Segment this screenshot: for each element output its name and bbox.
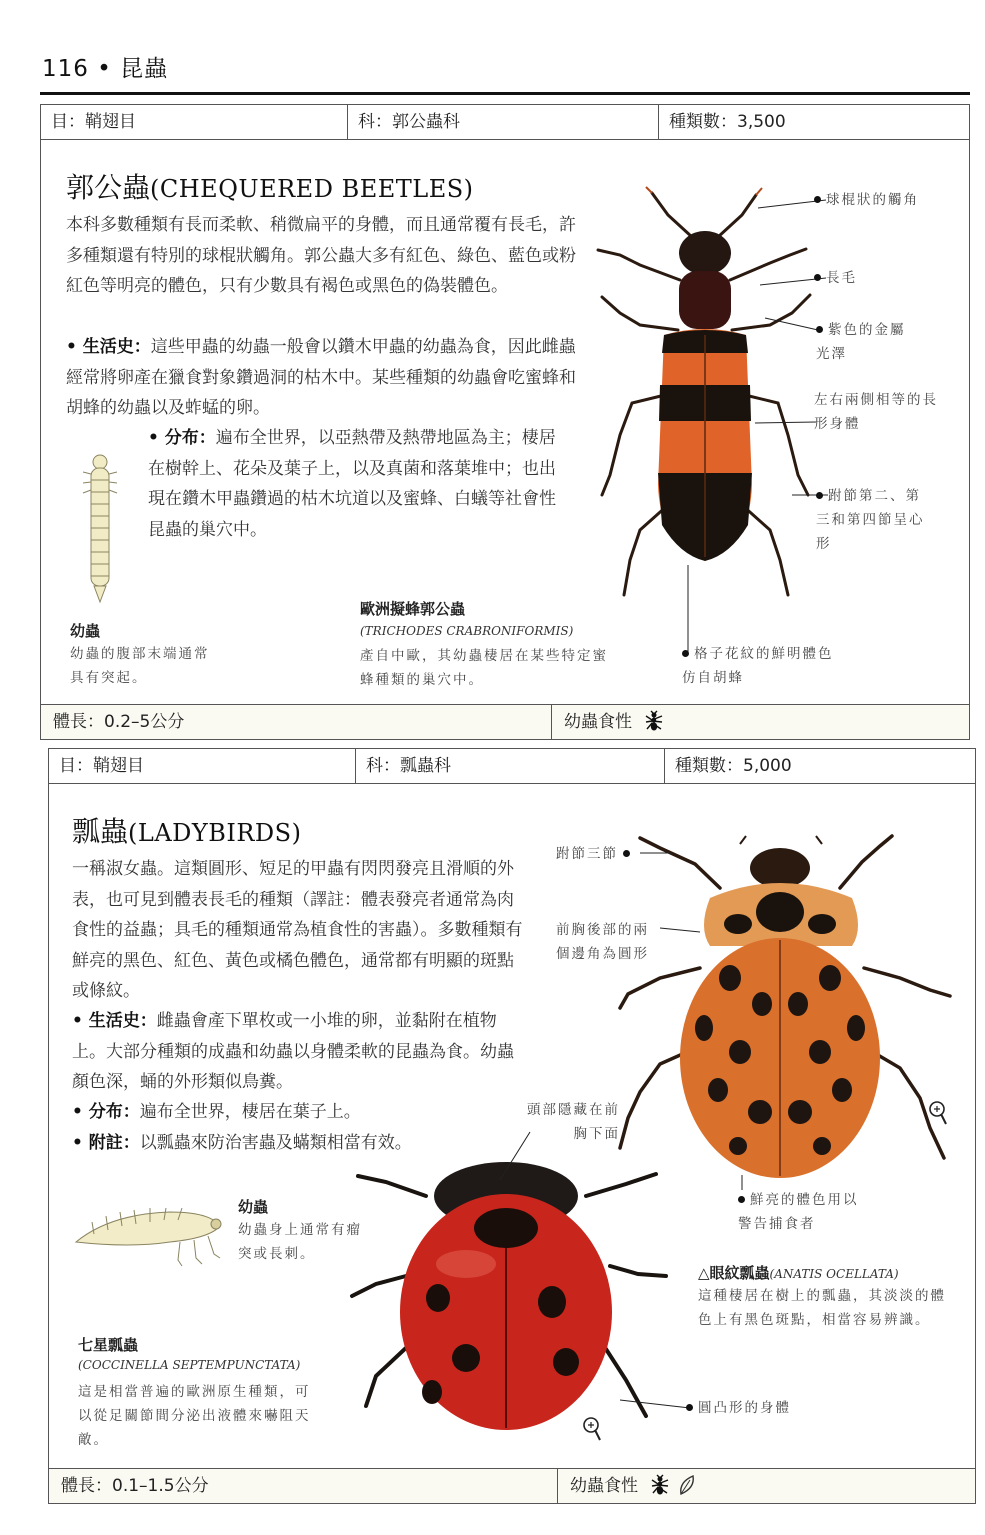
- panel2-leader-lines: [0, 760, 985, 1480]
- distribution-label: • 分布：: [148, 428, 216, 448]
- panel1-species-scientific: (TRICHODES CRABRONIFORMIS): [360, 624, 574, 638]
- label-wasp-pattern: 格子花紋的鮮明體色仿自胡蜂: [682, 646, 834, 686]
- panel1-species-title: 歐洲擬蜂郭公蟲: [360, 600, 466, 618]
- panel2-larva-title: 幼蟲: [238, 1198, 269, 1216]
- species-count-cell: 種類數：3,500: [669, 112, 786, 132]
- life-history-text: 雌蟲會產下單枚或一小堆的卵，並黏附在植物上。大部分種類的成蟲和幼蟲以身體柔軟的昆蟲為食。幼蟲顏色深，蛹的外形類似鳥糞。: [72, 1011, 514, 1092]
- panel2-intro: 一稱淑女蟲。這類圓形、短足的甲蟲有閃閃發亮且滑順的外表，也可見到體表長毛的種類（譯註：體表發亮者通常為肉食性的益蟲；具毛的種類通常為植食性的害蟲）。多數種類有鮮亮的黑色、紅色、黃色或橘色體色，通常都有明顯的斑點或條紋。: [72, 859, 523, 1001]
- body-length: 體長：0.1–1.5公分: [49, 1469, 558, 1503]
- panel1-species-caption: 產自中歐，其幼蟲棲居在某些特定蜜蜂種類的巢穴中。: [360, 648, 608, 688]
- seven-spot-caption: 這是相當普遍的歐洲原生種類，可以從足關節間分泌出液體來嚇阻天敵。: [78, 1384, 311, 1448]
- larva-diet-label: 幼蟲食性: [570, 1476, 638, 1496]
- label-purple-lustre: 紫色的金屬光澤: [816, 322, 906, 362]
- label-warning-colour: 鮮亮的體色用以警告捕食者: [738, 1192, 859, 1232]
- life-history-label: • 生活史：: [66, 337, 151, 357]
- panel2-title-zh: 瓢蟲: [72, 815, 129, 848]
- order-cell: 目：鞘翅目: [49, 749, 356, 783]
- distribution-label: • 分布：: [72, 1102, 140, 1122]
- panel2-title-en: (LADYBIRDS): [128, 819, 302, 847]
- header-bullet: •: [97, 56, 112, 82]
- panel1-larva-caption: 幼蟲的腹部末端通常具有突起。: [70, 646, 210, 686]
- eyed-ladybird-scientific: (ANATIS OCELLATA): [769, 1267, 899, 1281]
- panel1-title-zh: 郭公蟲: [66, 171, 151, 204]
- label-long-hair: 長毛: [814, 266, 857, 290]
- seven-spot-scientific: (COCCINELLA SEPTEMPUNCTATA): [78, 1358, 301, 1372]
- label-three-tarsi: 跗節三節: [556, 842, 630, 866]
- family-cell: 科：瓢蟲科: [356, 749, 665, 783]
- note-label: • 附註：: [72, 1133, 140, 1153]
- note-text: 以瓢蟲來防治害蟲及蟎類相當有效。: [139, 1133, 412, 1153]
- larva-diet-label: 幼蟲食性: [564, 712, 632, 732]
- panel2-larva-caption: 幼蟲身上通常有瘤突或長刺。: [238, 1222, 362, 1262]
- order-cell: 目：鞘翅目: [41, 105, 348, 139]
- eyed-ladybird-title: △眼紋瓢蟲: [698, 1264, 770, 1282]
- eyed-ladybird-caption: 這種棲居在樹上的瓢蟲，其淡淡的體色上有黑色斑點，相當容易辨識。: [698, 1288, 946, 1328]
- life-history-label: • 生活史：: [72, 1011, 157, 1031]
- label-pronotum-corners: 前胸後部的兩個邊角為圓形: [556, 922, 649, 962]
- label-head-hidden: 頭部隱藏在前胸下面: [527, 1102, 620, 1142]
- distribution-text: 遍布全世界，棲居在葉子上。: [139, 1102, 361, 1122]
- panel1-title-en: (CHEQUERED BEETLES): [150, 175, 474, 203]
- species-count-cell: 種類數：5,000: [675, 756, 792, 776]
- page-number: 116: [42, 56, 89, 82]
- panel1-larva-title: 幼蟲: [70, 622, 101, 640]
- label-elongated-body: 左右兩側相等的長形身體: [814, 392, 938, 432]
- panel1-intro: 本科多數種類有長而柔軟、稍微扁平的身體，而且通常覆有長毛，許多種類還有特別的球棍狀觸角。郭公蟲大多有紅色、綠色、藍色或粉紅色等明亮的體色，只有少數具有褐色或黑色的偽裝體色。: [66, 215, 576, 296]
- label-convex-body: 圓凸形的身體: [686, 1396, 791, 1420]
- life-history-text: 這些甲蟲的幼蟲一般會以鑽木甲蟲的幼蟲為食，因此雌蟲經常將卵產在獵食對象鑽過洞的枯木中。某些種類的幼蟲會吃蜜蜂和胡蜂的幼蟲以及蚱蜢的卵。: [66, 337, 576, 418]
- label-antenna: 球棍狀的觸角: [814, 188, 919, 212]
- label-tarsi-heart: 跗節第二、第三和第四節呈心形: [816, 488, 925, 552]
- distribution-text: 遍布全世界，以亞熱帶及熱帶地區為主；棲居在樹幹上、花朵及葉子上，以及真菌和落葉堆中；也出現在鑽木甲蟲鑽過的枯木坑道以及蜜蜂、白蟻等社會性昆蟲的巢穴中。: [148, 428, 556, 540]
- section-title: 昆蟲: [120, 56, 169, 82]
- body-length: 體長：0.2–5公分: [41, 705, 552, 739]
- family-cell: 科：郭公蟲科: [348, 105, 659, 139]
- seven-spot-title: 七星瓢蟲: [78, 1336, 139, 1354]
